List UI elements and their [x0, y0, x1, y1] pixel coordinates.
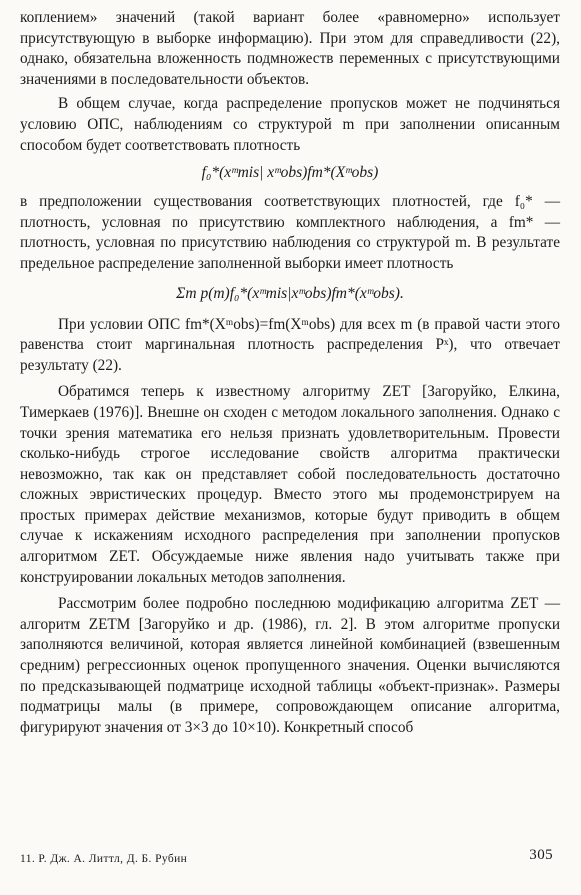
formula-limit-density: Σm p(m)f₀*(xᵐmis|xᵐobs)fm*(xᵐobs).	[176, 284, 404, 302]
body-text	[20, 8, 560, 738]
formula-density: f₀*(xᵐmis| xᵐobs)fm*(Xᵐobs)	[201, 164, 379, 182]
paragraph-4: При условии ОПС fm*(Xᵐobs)=fm(Xᵐobs) для всех m (в правой части этого равенства стоит маргинальная плотность распределения Pˣ), что отвечает результату (22).	[20, 315, 560, 374]
paragraph-6: Рассмотрим более подробно последнюю модификацию алгоритма ZET — алгоритм ZETM [Загоруйко и др. (1986), гл. 2]. В этом алгоритме пропуски заполняются величиной, которая является линейной комбинацией (взвешенным средним) регрессионных оценок пропущенного значения. Оценки вычисляются по предсказывающей подматрице исходной таблицы «объект-признак». Размеры подматрицы малы (в примере, сопровождающем описание алгоритма, фигурируют значения от 3×3 до 10×10). Конкретный способ	[20, 595, 560, 736]
paragraph-5: Обратимся теперь к известному алгоритму ZET [Загоруйко, Елкина, Тимеркаев (1976)]. Внешне он сходен с методом локального заполнения. Однако с точки зрения математика его нельзя признать удовлетворительным. Провести сколько-нибудь строгое исследование свойств алгоритма практически невозможно, так как он представляет собой последовательность достаточно сложных эвристических процедур. Вместо этого мы продемонстрируем на простых примерах действие механизмов, которые будут приводить в общем случае к искажениям исходного распределения при заполнении пропусков алгоритмом ZET. Обсуждаемые ниже явления надо учитывать также при конструировании локальных методов заполнения.	[20, 383, 560, 586]
paragraph-2: В общем случае, когда распределение пропусков может не подчиняться условию ОПС, наблюдениям со структурой m при заполнении описанным способом будет соответствовать плотность	[20, 95, 560, 154]
signature-mark: 11. Р. Дж. А. Литтл, Д. Б. Рубин	[20, 853, 188, 865]
paragraph-3: в предположении существования соответствующих плотностей, где f₀* — плотность, условная по присутствию комплектного наблюдения, а fm* — плотность, условная по присутствию наблюдения со структурой m. В результате предельное распределение заполненной выборки имеет плотность	[20, 193, 560, 272]
page-number: 305	[529, 847, 553, 863]
paragraph-1: коплением» значений (такой вариант более «равномерно» использует присутствующую в выборке информацию). При этом для справедливости (22), однако, обязательна вложенность подмножеств переменных с присутствующими значениями в последовательности объектов.	[20, 9, 560, 88]
